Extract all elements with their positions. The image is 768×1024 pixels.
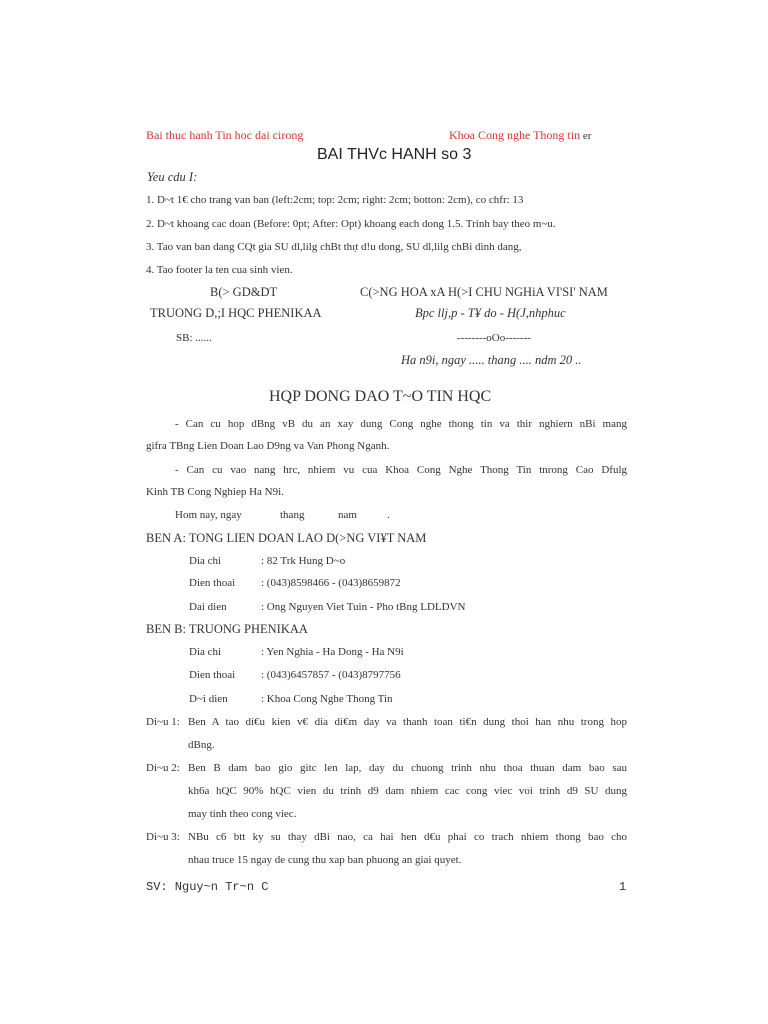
row-label: Dien thoai <box>189 669 236 681</box>
party-a-row <box>189 575 401 591</box>
requirements-heading: Yeu cdu I: <box>147 170 198 184</box>
row-label: Dia chi <box>189 555 222 567</box>
article-line: Ben A tao di€u kien v€ dia di€m day va thanh toan ti€n dung thoi han nhu trong hop <box>188 716 627 728</box>
today-label: Hom nay, ngay <box>175 509 242 521</box>
basis-line: - Can cu hop dBng vB du an xay dung Cong nghe thong tin va thir nghiern nBi mang <box>175 418 627 430</box>
row-value: : Ong Nguyen Viet Tuin - Pho tBng LDLDVN <box>261 601 466 613</box>
requirement-item: 1. D~t 1€ cho trang van ban (left:2cm; top: 2cm; right: 2cm; botton: 2cm), co chfr: 13 <box>146 194 524 206</box>
article-line: NBu c6 btt ky su thay dBi nao, ca hai hen d€u phai co trach nhiem thong bao cho <box>188 831 627 843</box>
party-b-row <box>189 644 404 660</box>
article-label: Di~u 2: <box>146 762 180 774</box>
nation-heading: C(>NG HOA xA H(>I CHU NGHiA VI'SI' NAM <box>360 285 608 299</box>
header-right <box>449 127 591 144</box>
row-label: Dai dien <box>189 601 227 613</box>
page-title: BAI THVc HANH so 3 <box>317 146 472 163</box>
party-a-heading: BEN A: TONG LIEN DOAN LAO D(>NG VI¥T NAM <box>146 531 427 545</box>
row-label: Dien thoai <box>189 577 236 589</box>
party-b-heading: BEN B: TRUONG PHENIKAA <box>146 622 308 636</box>
party-a-row <box>189 553 345 569</box>
row-value: : 82 Trk Hung D~o <box>261 555 346 567</box>
row-value: : Khoa Cong Nghe Thong Tin <box>261 693 393 705</box>
requirement-item: 4. Tao footer la ten cua sinh vien. <box>146 264 293 276</box>
article-line: nhau truce 15 ngay de cung thu xap ban phuong an giai quyet. <box>188 854 462 866</box>
article-line: kh6a hQC 90% hQC vien du trinh d9 dam nhiem cac cong viec voi trinh d9 SU dung <box>188 785 627 797</box>
motto: Bpc llj,p - T¥ do - H(J,nhphuc <box>415 306 566 320</box>
article-line: may tinh theo cong viec. <box>188 808 297 820</box>
row-label: D~i dien <box>189 693 228 705</box>
header-left: Bai thuc hanh Tin hoc dai cirong <box>146 128 304 142</box>
article-line: Ben B dam bao gio gitc len lap, day du chuong trinh nhu thoa thuan dam bao sau <box>188 762 627 774</box>
basis-line: - Can cu vao nang hrc, nhiem vu cua Khoa Cong Nghe Thong Tin tnrong Cao Dfulg <box>175 464 627 476</box>
row-label: Dia chi <box>189 646 222 658</box>
row-value: : Yen Nghia - Ha Dong - Ha N9i <box>261 646 404 658</box>
page-number: 1 <box>619 880 627 894</box>
requirement-item: 3. Tao van ban dang CQt gia SU dl,lilg chBt thı̣t d!u dong, SU dl,lilg chBi dinh dang, <box>146 241 522 253</box>
article-line: dBng. <box>188 739 215 751</box>
row-value: : (043)6457857 - (043)8797756 <box>261 669 401 681</box>
document-number: SB: ...... <box>176 332 212 344</box>
ministry: B(> GD&DT <box>210 285 278 299</box>
requirement-item: 2. D~t khoang cac doan (Before: 0pt; After: Opt) khoang each dong 1.5. Trinh bay theo m~u. <box>146 218 556 230</box>
article-label: Di~u 3: <box>146 831 180 843</box>
basis-line: Kinh TB Cong Nghiep Ha N9i. <box>146 486 284 498</box>
article-label: Di~u 1: <box>146 716 180 728</box>
basis-line: gifra TBng Lien Doan Lao D9ng va Van Phong Nganh. <box>146 440 390 452</box>
header-right-text: Khoa Cong nghe Thong tin <box>449 128 581 142</box>
today-year: nam <box>338 509 357 521</box>
today-month: thang <box>280 509 305 521</box>
date-line: Ha n9i, ngay ..... thang .... ndm 20 .. <box>401 353 582 367</box>
school-name: TRUONG D,;I HQC PHENIKAA <box>150 306 322 320</box>
footer-student: SV: Nguy~n Tr~n C <box>146 880 269 894</box>
party-b-row <box>189 691 393 707</box>
divider: --------oOo------- <box>457 332 531 344</box>
row-value: : (043)8598466 - (043)8659872 <box>261 577 401 589</box>
party-a-row <box>189 599 465 615</box>
party-b-row <box>189 667 401 683</box>
header-right-suffix: er <box>582 130 592 142</box>
today-end: . <box>387 509 390 521</box>
contract-title: HQP DONG DAO T~O TIN HQC <box>269 388 492 405</box>
